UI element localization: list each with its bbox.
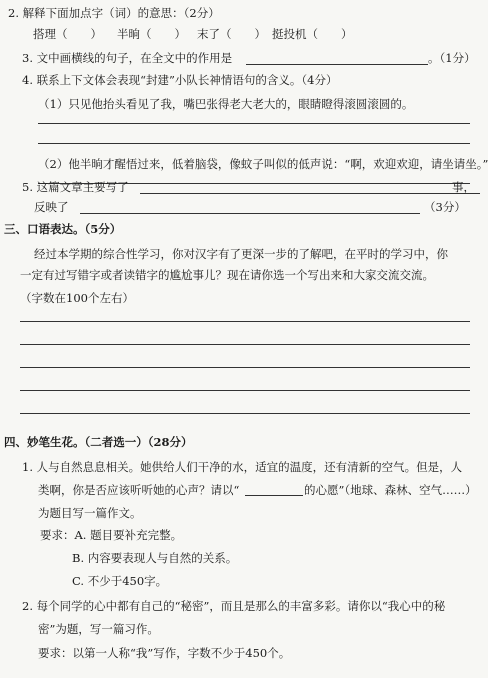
item1-req-a: 要求：A. 题目要补充完整。 <box>40 528 183 542</box>
q2-item-2: 半晌（ ） <box>117 27 186 41</box>
q3-answer-line[interactable] <box>246 64 428 65</box>
item1-line-a: 1. 人与自然息息相关。她供给人们干净的水，适宜的温度，还有清新的空气。但是，人 <box>22 460 463 474</box>
q2-title: 2. 解释下面加点字（词）的意思：（2分） <box>8 6 220 20</box>
q2-item-4: 挺投机（ ） <box>272 27 353 41</box>
section3-line-3[interactable] <box>20 367 470 368</box>
item1-req-c: C. 不少于450字。 <box>72 574 168 588</box>
q5-end1: 事， <box>452 180 475 194</box>
q4-sub1: （1）只见他抬头看见了我，嘴巴张得老大老大的，眼睛瞪得滚圆滚圆的。 <box>38 97 414 111</box>
q5-answer-line-2[interactable] <box>80 213 420 214</box>
item2-line-a: 2. 每个同学的心中都有自己的“秘密”，而且是那么的丰富多彩。请你以“我心中的秘 <box>22 599 446 613</box>
section3-line-5[interactable] <box>20 413 470 414</box>
q4-answer-line-1a[interactable] <box>38 123 470 124</box>
q3-text: 3. 文中画横线的句子，在全文中的作用是 <box>22 51 233 65</box>
section3-line-2[interactable] <box>20 344 470 345</box>
section4-title: 四、妙笔生花。（二者选一）（28分） <box>4 435 193 449</box>
section3-title: 三、口语表达。（5分） <box>4 222 122 236</box>
q4-answer-line-1b[interactable] <box>38 143 470 144</box>
section3-line-4[interactable] <box>20 390 470 391</box>
q3-score: 。（1分） <box>428 51 476 65</box>
section3-para-1: 经过本学期的综合性学习，你对汉字有了更深一步的了解吧，在平时的学习中，你 <box>34 247 448 261</box>
item1-line-b2: 的心愿”（地球、森林、空气……） <box>304 483 477 497</box>
q5-text1: 5. 这篇文章主要写了 <box>22 180 129 194</box>
q5-score: （3分） <box>424 200 466 214</box>
item1-req-b: B. 内容要表现人与自然的关系。 <box>72 551 238 565</box>
section3-para-3: （字数在100个左右） <box>20 291 134 305</box>
q5-text2: 反映了 <box>34 200 69 214</box>
section3-para-2: 一定有过写错字或者读错字的尴尬事儿？现在请你选一个写出来和大家交流交流。 <box>20 268 434 282</box>
item2-line-b: 密”为题，写一篇习作。 <box>38 622 159 636</box>
q2-item-3: 末了（ ） <box>197 27 266 41</box>
item1-title-blank[interactable] <box>245 495 303 496</box>
q2-item-1: 搭理（ ） <box>33 27 102 41</box>
item2-req: 要求：以第一人称“我”写作，字数不少于450个。 <box>38 646 291 660</box>
item1-line-b: 类啊，你是否应该听听她的心声？请以“ <box>38 483 240 497</box>
item1-line-c: 为题目写一篇作文。 <box>38 506 142 520</box>
q5-answer-line-1[interactable] <box>140 193 480 194</box>
q4-sub2: （2）他半晌才醒悟过来，低着脑袋，像蚊子叫似的低声说：“啊，欢迎欢迎，请坐请坐。” <box>38 157 488 171</box>
section3-line-1[interactable] <box>20 321 470 322</box>
q4-title: 4. 联系上下文体会表现“封建”小队长神情语句的含义。（4分） <box>22 73 338 87</box>
